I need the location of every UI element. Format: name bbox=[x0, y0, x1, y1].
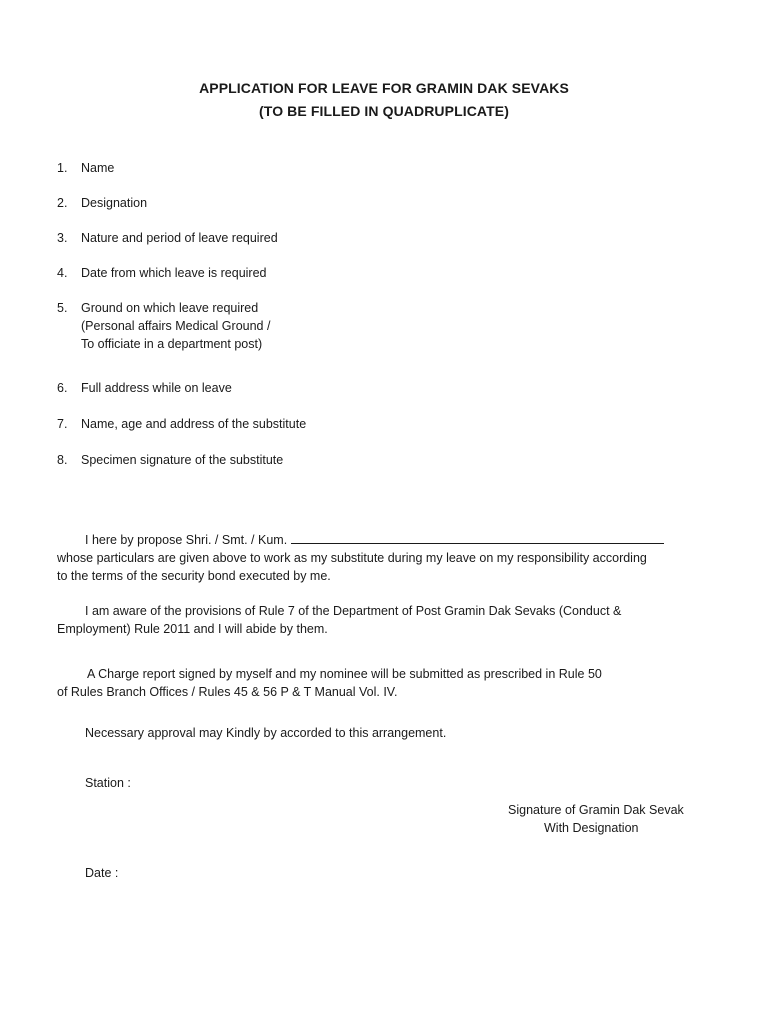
aware-text-line-2: Employment) Rule 2011 and I will abide by them. bbox=[57, 622, 328, 636]
item-label: Ground on which leave required bbox=[81, 301, 259, 315]
date-label: Date : bbox=[85, 866, 119, 880]
item-label: Nature and period of leave required bbox=[81, 231, 278, 245]
charge-text-line-1: A Charge report signed by myself and my nominee will be submitted as prescribed in Rule 50 bbox=[87, 667, 602, 681]
item-label: Specimen signature of the substitute bbox=[81, 453, 284, 467]
designation-label: With Designation bbox=[544, 821, 639, 835]
item-number: 7. bbox=[57, 417, 68, 431]
field-item-name bbox=[57, 159, 114, 177]
field-item-leave-date bbox=[57, 264, 267, 282]
item-number: 4. bbox=[57, 266, 68, 280]
substitute-name-blank[interactable] bbox=[291, 531, 664, 544]
signature-label: Signature of Gramin Dak Sevak bbox=[508, 803, 684, 817]
item-sub-text: (Personal affairs Medical Ground / bbox=[81, 319, 271, 333]
field-item-leave-nature bbox=[57, 229, 278, 247]
item-label: Name bbox=[81, 161, 115, 175]
field-item-leave-ground bbox=[57, 299, 258, 317]
item-number: 6. bbox=[57, 381, 68, 395]
item-number: 8. bbox=[57, 453, 68, 467]
item-label: Designation bbox=[81, 196, 148, 210]
station-label: Station : bbox=[85, 776, 131, 790]
aware-text-line-1: I am aware of the provisions of Rule 7 of the Department of Post Gramin Dak Sevaks (Conduct & bbox=[85, 604, 622, 618]
charge-text-line-2: of Rules Branch Offices / Rules 45 & 56 P & T Manual Vol. IV. bbox=[57, 685, 398, 699]
form-subtitle: (TO BE FILLED IN QUADRUPLICATE) bbox=[259, 103, 509, 119]
propose-text-line-3: to the terms of the security bond executed by me. bbox=[57, 569, 331, 583]
item-sub-text: To officiate in a department post) bbox=[81, 337, 263, 351]
item-label: Date from which leave is required bbox=[81, 266, 267, 280]
field-item-address bbox=[57, 379, 232, 397]
item-number: 2. bbox=[57, 196, 68, 210]
approval-text: Necessary approval may Kindly by accorded to this arrangement. bbox=[85, 726, 447, 740]
item-number: 3. bbox=[57, 231, 68, 245]
item-label: Full address while on leave bbox=[81, 381, 232, 395]
propose-text: I here by propose Shri. / Smt. / Kum. bbox=[85, 533, 288, 547]
propose-line bbox=[85, 531, 664, 549]
field-item-substitute bbox=[57, 415, 306, 433]
form-title: APPLICATION FOR LEAVE FOR GRAMIN DAK SEVAKS bbox=[199, 80, 569, 96]
item-number: 5. bbox=[57, 301, 68, 315]
field-item-specimen-signature bbox=[57, 451, 283, 469]
item-label: Name, age and address of the substitute bbox=[81, 417, 307, 431]
field-item-designation bbox=[57, 194, 147, 212]
propose-text-line-2: whose particulars are given above to work as my substitute during my leave on my responsibility according bbox=[57, 551, 647, 565]
item-number: 1. bbox=[57, 161, 68, 175]
